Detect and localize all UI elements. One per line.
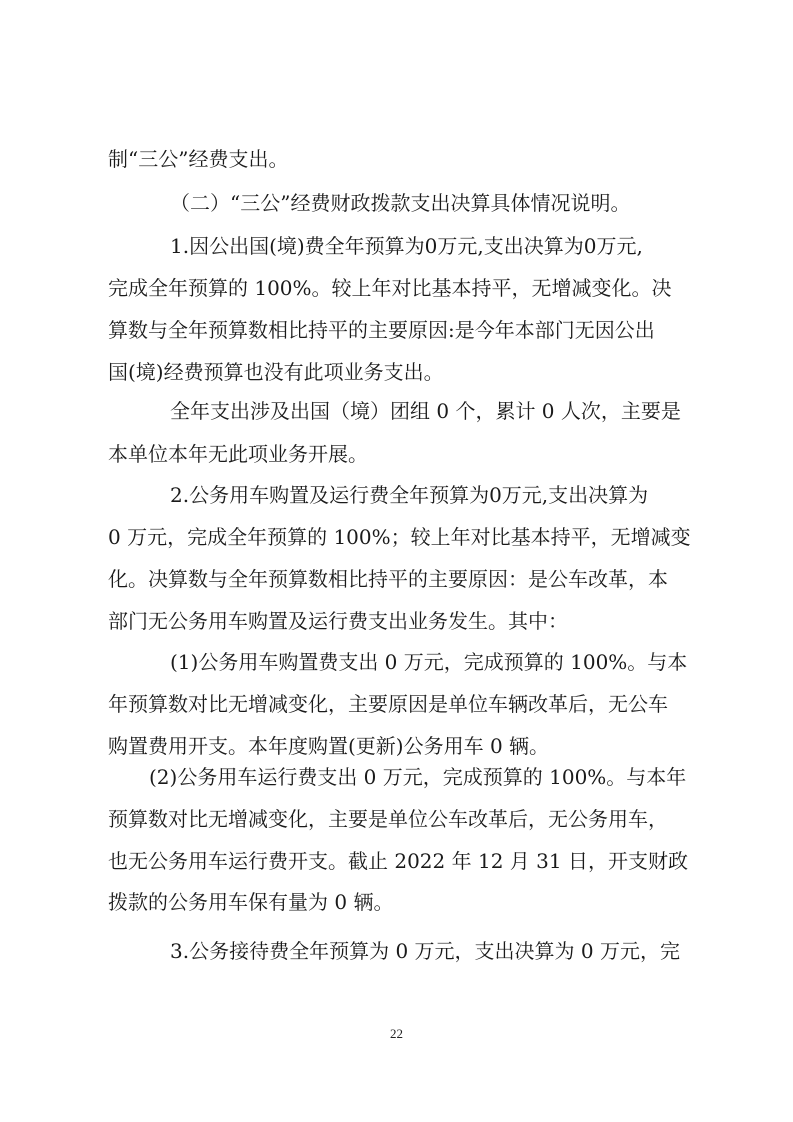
text-line-7: 全年支出涉及出国（境）团组 0 个，累计 0 人次，主要是 [170, 399, 681, 423]
page-number: 22 [390, 1026, 403, 1041]
text-line-12: 部门无公务用车购置及运行费支出业务发生。其中： [108, 609, 568, 633]
text-line-18: 也无公务用车运行费开支。截止 2022 年 12 月 31 日，开支财政 [108, 849, 688, 873]
text-line-19: 拨款的公务用车保有量为 0 辆。 [108, 890, 394, 914]
text-line-20: 3.公务接待费全年预算为 0 万元，支出决算为 0 万元，完 [170, 939, 680, 963]
text-line-13: (1)公务用车购置费支出 0 万元，完成预算的 100%。与本 [170, 650, 688, 674]
text-line-10: 0 万元，完成全年预算的 100%；较上年对比基本持平，无增减变 [108, 525, 691, 549]
text-line-1: 制“三公”经费支出。 [108, 147, 289, 171]
text-line-8: 本单位本年无此项业务开展。 [108, 442, 368, 466]
text-line-17: 预算数对比无增减变化，主要是单位公车改革后，无公务用车， [108, 807, 668, 831]
text-line-4: 完成全年预算的 100%。较上年对比基本持平，无增减变化。决 [108, 276, 672, 300]
text-line-14: 年预算数对比无增减变化，主要原因是单位车辆改革后，无公车 [108, 692, 668, 716]
text-line-16: (2)公务用车运行费支出 0 万元，完成预算的 100%。与本年 [149, 765, 687, 789]
text-line-5: 算数与全年预算数相比持平的主要原因:是今年本部门无因公出 [108, 318, 655, 342]
text-line-6: 国(境)经费预算也没有此项业务支出。 [108, 360, 444, 384]
text-line-11: 化。决算数与全年预算数相比持平的主要原因：是公车改革，本 [108, 567, 668, 591]
text-line-9: 2.公务用车购置及运行费全年预算为0万元,支出决算为 [170, 483, 649, 507]
text-line-2: （二）“三公”经费财政拨款支出决算具体情况说明。 [170, 191, 631, 215]
text-line-3: 1.因公出国(境)费全年预算为0万元,支出决算为0万元, [170, 234, 643, 258]
text-line-15: 购置费用开支。本年度购置(更新)公务用车 0 辆。 [108, 734, 550, 758]
